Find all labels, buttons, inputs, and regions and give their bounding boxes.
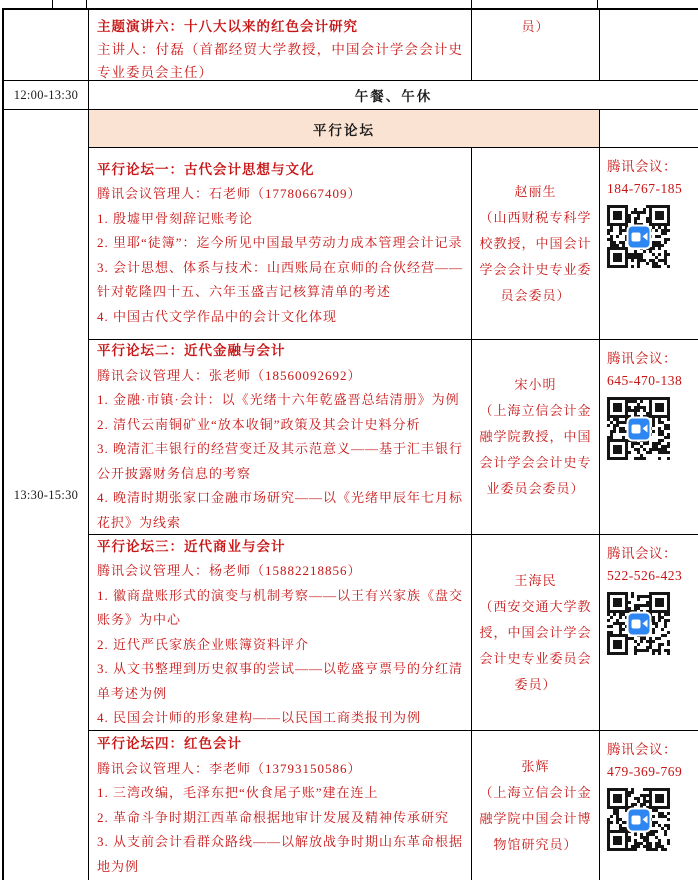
forum-4-paper: 3. 从支前会计看群众路线——以解放战争时期山东革命根据地为例: [97, 834, 464, 874]
column-continuation-tick: [52, 0, 53, 8]
chair-name: 宋小明: [514, 377, 557, 392]
parallel-time-label: 13:30-15:30: [4, 110, 89, 880]
meeting-id: 645-470-138: [607, 373, 683, 388]
forum-2-manager: 腾讯会议管理人：张老师（18560092692）: [97, 367, 362, 383]
meeting-label: 腾讯会议：: [607, 351, 677, 366]
forum-3-manager: 腾讯会议管理人：杨老师（15882218856）: [97, 563, 362, 578]
column-continuation-tick: [597, 0, 598, 8]
forum-3-meeting-cell: [600, 535, 698, 731]
forum-1-manager: 腾讯会议管理人：石老师（17780667409）: [97, 186, 362, 202]
forum-1-meeting-cell: [600, 148, 698, 340]
forum-3-title: 平行论坛三：近代商业与会计: [97, 538, 286, 554]
forum-2-paper: 2. 清代云南铜矿业“放本收铜”政策及其会计史料分析: [97, 416, 421, 432]
forum-2-paper: 4. 晚清时期张家口金融市场研究——以《光绪甲辰年七月标花択》为线索: [97, 490, 464, 530]
keynote-six-cell: [89, 10, 472, 81]
forum-3-paper: 3. 从文书整理到历史叙事的尝试——以乾盛亨票号的分红清单考述为例: [97, 661, 464, 701]
forum-4-manager: 腾讯会议管理人：李老师（13793150586）: [97, 760, 362, 776]
chair-name: 赵丽生: [514, 183, 557, 199]
forum-4-meeting-cell: [600, 731, 698, 880]
meeting-id: 479-369-769: [607, 764, 683, 779]
meeting-label: 腾讯会议：: [607, 546, 677, 561]
meeting-label: 腾讯会议：: [607, 742, 677, 757]
forum-2-cell: [89, 340, 472, 535]
tencent-meeting-logo-icon: [628, 226, 649, 247]
forum-4-chair-cell: [472, 731, 600, 880]
meeting-id: 184-767-185: [607, 181, 683, 196]
forum-3-cell: [89, 535, 472, 731]
tencent-meeting-qr-code: [607, 788, 670, 851]
empty-qr-cell: [600, 10, 698, 81]
forum-1-chair-cell: [472, 148, 600, 340]
forum-3-chair-cell: [472, 535, 600, 731]
agenda-table: [2, 8, 698, 880]
forum-1-title: 平行论坛一：古代会计思想与文化: [97, 161, 315, 177]
keynote-title: 主题演讲六：十八大以来的红色会计研究: [97, 19, 358, 34]
forum-1-paper: 1. 殷墟甲骨刻辞记账考论: [97, 210, 254, 226]
forum-2-paper: 1. 金融·市镇·会计：以《光绪十六年乾盛晋总结清册》为例: [97, 392, 460, 407]
chair-name: 王海民: [514, 572, 557, 588]
chair-affiliation: （山西财税专科学校教授，中国会计学会会计史专业委员会委员）: [479, 209, 592, 303]
parallel-forums-header: 平行论坛: [89, 110, 600, 148]
forum-4-paper: 1. 三湾改编，毛泽东把“伙食尾子账”建在连上: [97, 785, 379, 800]
tencent-meeting-logo-icon: [628, 418, 649, 439]
forum-3-paper: 2. 近代严氏家族企业账簿资料评介: [97, 636, 310, 652]
forum-3-paper: 1. 徽商盘账形式的演变与机制考察——以王有兴家族《盘交账务》为中心: [97, 587, 464, 627]
forum-4-title: 平行论坛四：红色会计: [97, 736, 242, 751]
speaker-column-fragment: 员）: [472, 10, 600, 81]
forum-1-paper: 4. 中国古代文学作品中的会计文化体现: [97, 308, 338, 324]
meeting-id: 522-526-423: [607, 568, 683, 583]
empty-header-side-cell: [600, 110, 698, 148]
chair-name: 张辉: [521, 758, 550, 774]
forum-3-paper: 4. 民国会计师的形象建构——以民国工商类报刊为例: [97, 710, 422, 725]
chair-affiliation: （上海立信会计金融学院教授，中国会计学会会计史专业委员会委员）: [479, 403, 592, 496]
forum-2-paper: 3. 晚清汇丰银行的经营变迁及其示范意义——基于汇丰银行公开披露财务信息的考察: [97, 441, 464, 481]
tencent-meeting-qr-code: [607, 397, 670, 460]
forum-4-paper: 2. 革命斗争时期江西革命根据地审计发展及精神传承研究: [97, 809, 450, 825]
forum-2-chair-cell: [472, 340, 600, 535]
forum-2-title: 平行论坛二：近代金融与会计: [97, 343, 286, 358]
keynote-speaker-line: 主讲人：付磊（首都经贸大学教授，中国会计学会会计史专业委员会主任）: [97, 42, 463, 80]
column-continuation-tick: [471, 0, 472, 8]
forum-1-cell: [89, 148, 472, 340]
meeting-label: 腾讯会议：: [607, 159, 677, 174]
forum-2-meeting-cell: [600, 340, 698, 535]
column-continuation-tick: [86, 0, 87, 8]
chair-affiliation: （西安交通大学教授，中国会计学会会计史专业委员会委员）: [479, 598, 592, 692]
tencent-meeting-qr-code: [607, 205, 670, 268]
chair-affiliation: （上海立信会计金融学院中国会计博物馆研究员）: [479, 784, 592, 852]
forum-1-paper: 3. 会计思想、体系与技术：山西账局在京师的合伙经营——针对乾隆四十五、六年玉盛吉记核算清单的考述: [97, 259, 464, 300]
forum-1-paper: 2. 里耶“徒簿”：迄今所见中国最早劳动力成本管理会计记录: [97, 235, 463, 251]
empty-time-cell: [4, 10, 89, 81]
tencent-meeting-logo-icon: [628, 613, 649, 634]
tencent-meeting-logo-icon: [628, 809, 649, 830]
lunch-label: 午餐、午休: [89, 81, 698, 110]
tencent-meeting-qr-code: [607, 592, 670, 655]
forum-4-cell: [89, 731, 472, 880]
lunch-time-label: 12:00-13:30: [4, 81, 89, 110]
